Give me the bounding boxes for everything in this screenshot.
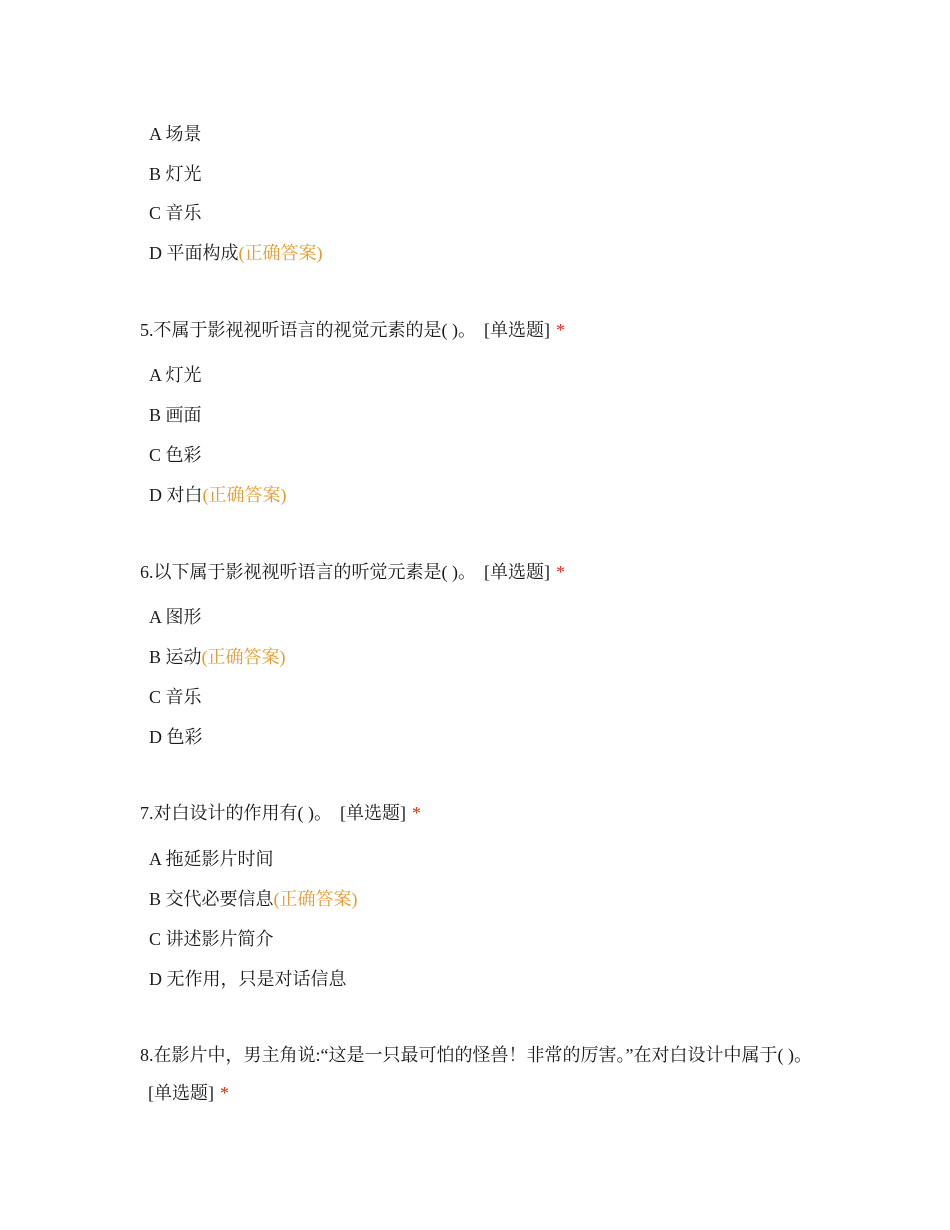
question-type: [单选题] — [484, 320, 550, 340]
q4-option-c[interactable] — [149, 201, 202, 225]
q7-option-d[interactable] — [149, 967, 347, 991]
q6-option-c[interactable] — [149, 685, 202, 709]
option-label: D 无作用，只是对话信息 — [149, 969, 347, 989]
question-8-title — [140, 1036, 830, 1112]
correct-answer-mark: (正确答案) — [201, 647, 286, 667]
option-label: C 音乐 — [149, 203, 202, 223]
question-7-title — [140, 794, 830, 832]
option-label: A 场景 — [149, 124, 202, 144]
option-label: B 画面 — [149, 405, 202, 425]
question-6-title — [140, 553, 830, 591]
q7-option-a[interactable] — [149, 847, 274, 871]
option-label: B 运动 — [149, 647, 202, 667]
option-label: C 色彩 — [149, 445, 202, 465]
required-mark: * — [220, 1083, 229, 1103]
q7-option-b[interactable] — [149, 887, 358, 911]
question-text: 6.以下属于影视视听语言的听觉元素是( )。 — [140, 562, 476, 582]
required-mark: * — [412, 803, 421, 823]
required-mark: * — [556, 320, 565, 340]
q4-option-a[interactable] — [149, 122, 202, 146]
correct-answer-mark: (正确答案) — [202, 485, 287, 505]
option-label: A 图形 — [149, 607, 202, 627]
question-text: 5.不属于影视视听语言的视觉元素的是( )。 — [140, 320, 476, 340]
question-text: 7.对白设计的作用有( )。 — [140, 803, 332, 823]
q4-option-d[interactable] — [149, 241, 323, 265]
q5-option-b[interactable] — [149, 403, 202, 427]
question-type: [单选题] — [340, 803, 406, 823]
q4-option-b[interactable] — [149, 162, 202, 186]
option-label: C 音乐 — [149, 687, 202, 707]
q5-option-a[interactable] — [149, 363, 202, 387]
question-type: [单选题] — [148, 1083, 214, 1103]
option-label: D 色彩 — [149, 727, 203, 747]
option-label: D 平面构成 — [149, 243, 239, 263]
option-label: B 灯光 — [149, 164, 202, 184]
option-label: A 拖延影片时间 — [149, 849, 274, 869]
q7-option-c[interactable] — [149, 927, 274, 951]
q6-option-a[interactable] — [149, 605, 202, 629]
correct-answer-mark: (正确答案) — [273, 889, 358, 909]
required-mark: * — [556, 562, 565, 582]
question-5-title — [140, 311, 830, 349]
option-label: D 对白 — [149, 485, 203, 505]
correct-answer-mark: (正确答案) — [238, 243, 323, 263]
q5-option-c[interactable] — [149, 443, 202, 467]
q6-option-d[interactable] — [149, 725, 203, 749]
option-label: C 讲述影片简介 — [149, 929, 274, 949]
q5-option-d[interactable] — [149, 483, 287, 507]
q6-option-b[interactable] — [149, 645, 286, 669]
question-text: 8.在影片中，男主角说:“这是一只最可怕的怪兽！非常的厉害。”在对白设计中属于( )。 — [140, 1045, 812, 1065]
question-type: [单选题] — [484, 562, 550, 582]
option-label: A 灯光 — [149, 365, 202, 385]
option-label: B 交代必要信息 — [149, 889, 274, 909]
